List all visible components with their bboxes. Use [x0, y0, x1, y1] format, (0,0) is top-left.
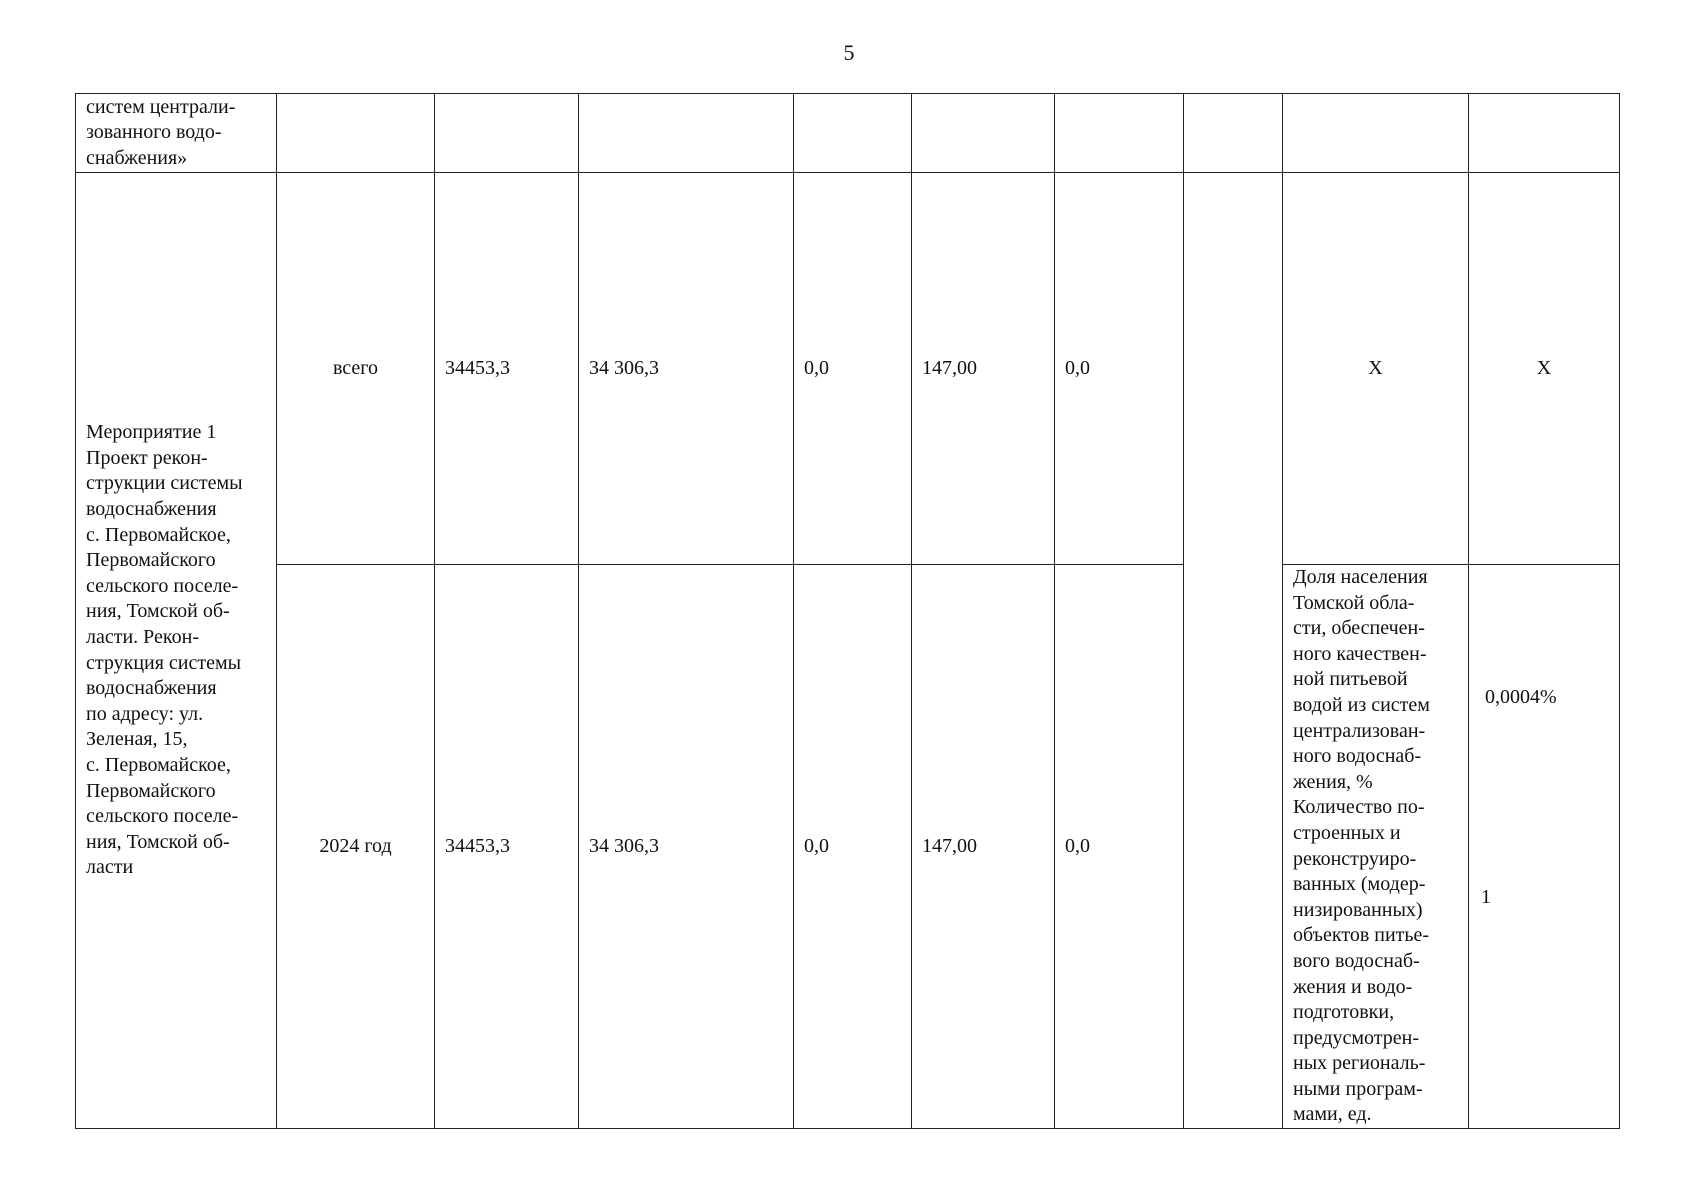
table-row-2024	[76, 565, 1620, 1129]
other-sources-cell: 0,0	[1055, 565, 1184, 1129]
other-sources-cell: 0,0	[1055, 173, 1184, 565]
table-row-total	[76, 173, 1620, 565]
empty-cell	[435, 94, 579, 173]
regional-budget-cell: 0,0	[794, 173, 912, 565]
indicator-values-cell	[1469, 565, 1620, 1129]
indicator-value-count: 1	[1481, 886, 1491, 908]
empty-cell	[1055, 94, 1184, 173]
empty-cell	[794, 94, 912, 173]
activity-name-cell: Мероприятие 1 Проект рекон- струкции системы водоснабжения с. Первомайское, Первомайского сельского поселе- ния, Томской об- ласти. Рекон- струкция системы водоснабжения по адресу: ул. Зеленая, 15, с. Первомайское, Первомайского сельского поселе- ния, Томской об- ласти	[76, 173, 277, 1129]
period-cell: 2024 год	[277, 565, 435, 1129]
local-budget-cell: 147,00	[912, 565, 1055, 1129]
federal-budget-cell: 34 306,3	[579, 565, 794, 1129]
total-cell: 34453,3	[435, 173, 579, 565]
regional-budget-cell: 0,0	[794, 565, 912, 1129]
empty-cell	[579, 94, 794, 173]
federal-budget-cell: 34 306,3	[579, 173, 794, 565]
local-budget-cell: 147,00	[912, 173, 1055, 565]
activity-table	[75, 93, 1620, 1129]
total-cell: 34453,3	[435, 565, 579, 1129]
indicator-value-share: 0,0004%	[1485, 686, 1557, 708]
empty-cell	[912, 94, 1055, 173]
indicators-description-cell: Доля населения Томской обла- сти, обеспечен- ного качествен- ной питьевой водой из систем централизован- ного водоснаб- жения, % Количество по- строенных и реконструиро- ванных (модер- низированных) объектов питье- вого водоснаб- жения и водо- подготовки, предусмотрен- ных региональ- ными програм- мами, ед.	[1283, 565, 1469, 1129]
empty-cell	[1283, 94, 1469, 173]
empty-cell	[1184, 94, 1283, 173]
indicator-cell: X	[1283, 173, 1469, 565]
table-row-continuation	[76, 94, 1620, 173]
continuation-text: систем централи- зованного водо- снабжения»	[76, 94, 277, 173]
empty-cell	[1469, 94, 1620, 173]
empty-merged-cell	[1184, 173, 1283, 1129]
period-cell: всего	[277, 173, 435, 565]
page-number: 5	[843, 40, 855, 65]
indicator-value-cell: X	[1469, 173, 1620, 565]
empty-cell	[277, 94, 435, 173]
